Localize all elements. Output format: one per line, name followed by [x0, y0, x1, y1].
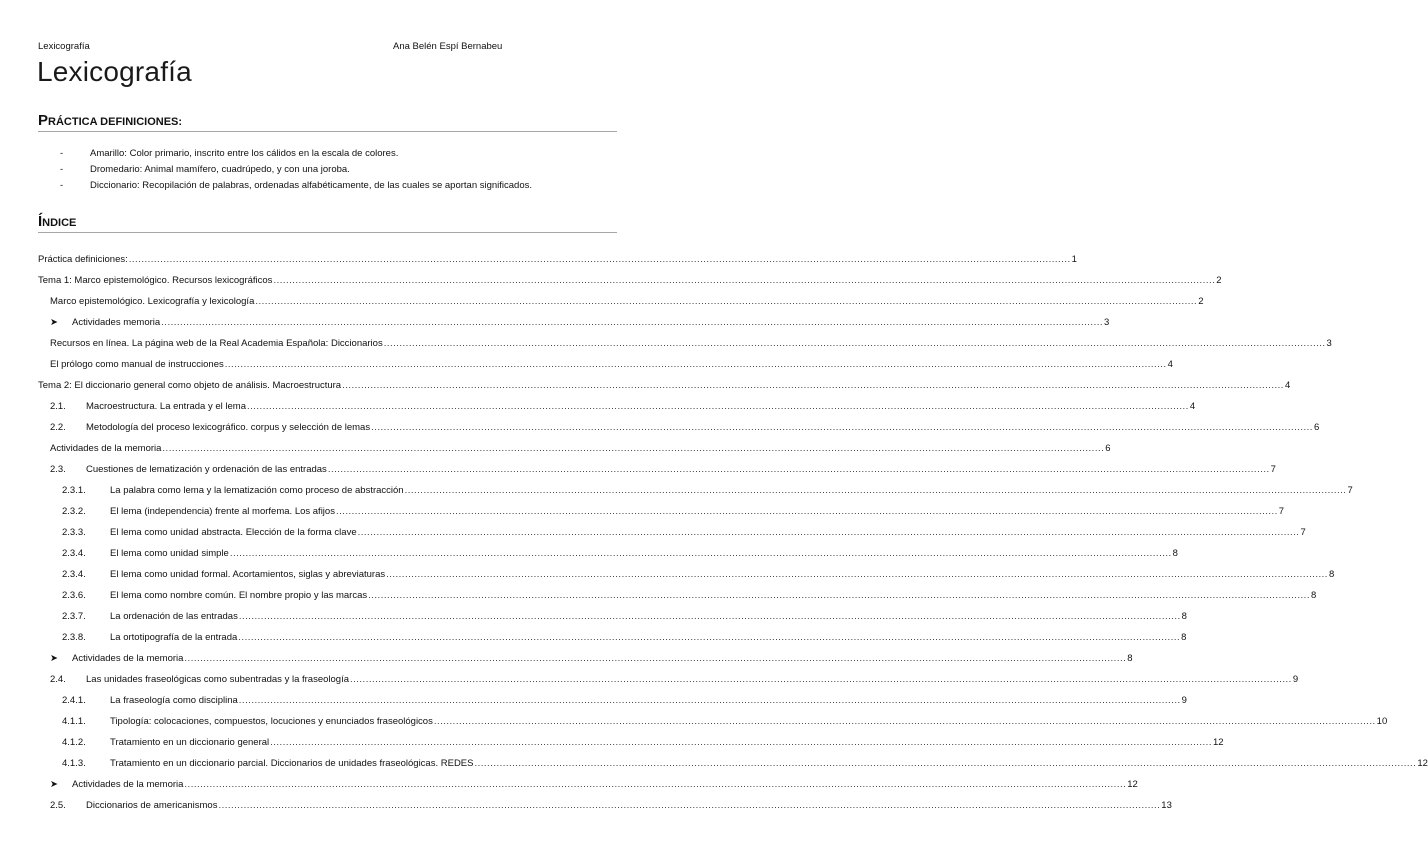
toc-entry-page: 8: [1127, 653, 1133, 664]
practica-heading-rest: RÁCTICA DEFINICIONES:: [48, 116, 183, 128]
dot-leader: ............................................................................................................................................................................................................................................................................................................: [433, 716, 1376, 727]
toc-entry-title: El lema como nombre común. El nombre propio y las marcas: [110, 590, 368, 601]
toc-entry-number: 2.4.: [50, 674, 66, 685]
toc-entry-title: El prólogo como manual de instrucciones: [50, 359, 224, 370]
toc-entry-title: La ortotipografía de la entrada: [110, 632, 238, 643]
toc-entry[interactable]: [38, 412, 1320, 433]
dot-leader: ............................................................................................................................................................................................................................................................................................................: [184, 653, 1127, 664]
table-of-contents: [38, 244, 1428, 811]
dot-leader: ............................................................................................................................................................................................................................................................................................................: [238, 632, 1181, 643]
toc-entry-number: 2.2.: [50, 422, 66, 433]
toc-entry-title: Actividades de la memoria: [72, 779, 184, 790]
definition-text: Dromedario: Animal mamífero, cuadrúpedo, y con una joroba.: [90, 164, 350, 175]
toc-entry-page: 7: [1278, 506, 1285, 517]
dot-leader: ............................................................................................................................................................................................................................................................................................................: [270, 737, 1212, 748]
toc-entry-number: 4.1.3.: [62, 758, 86, 769]
dot-leader: ............................................................................................................................................................................................................................................................................................................: [342, 380, 1284, 391]
dot-leader: ............................................................................................................................................................................................................................................................................................................: [162, 443, 1105, 454]
toc-entry-title: Actividades memoria: [72, 317, 161, 328]
toc-entry-page: 4: [1284, 380, 1291, 391]
dot-leader: ............................................................................................................................................................................................................................................................................................................: [386, 569, 1328, 580]
toc-entry[interactable]: [38, 517, 1306, 538]
dot-leader: ............................................................................................................................................................................................................................................................................................................: [404, 485, 1347, 496]
dot-leader: ............................................................................................................................................................................................................................................................................................................: [327, 464, 1270, 475]
toc-entry[interactable]: [38, 748, 1428, 769]
practica-heading: [38, 112, 617, 132]
dot-leader: ............................................................................................................................................................................................................................................................................................................: [229, 548, 1172, 559]
running-header-left: Lexicografía: [38, 41, 90, 52]
dot-leader: ............................................................................................................................................................................................................................................................................................................: [247, 401, 1189, 412]
toc-entry[interactable]: [38, 244, 1077, 265]
toc-entry-page: 7: [1300, 527, 1306, 538]
toc-entry-page: 10: [1376, 716, 1388, 727]
toc-entry[interactable]: [38, 622, 1187, 643]
toc-entry[interactable]: [38, 349, 1173, 370]
toc-entry-page: 9: [1181, 695, 1187, 706]
toc-entry-page: 3: [1326, 338, 1332, 349]
toc-entry-title: Actividades de la memoria: [50, 443, 162, 454]
toc-entry-number: 2.3.3.: [62, 527, 86, 538]
dot-leader: ............................................................................................................................................................................................................................................................................................................: [184, 779, 1127, 790]
toc-entry-title: La palabra como lema y la lematización como proceso de abstracción: [110, 485, 404, 496]
toc-entry-page: 13: [1161, 800, 1172, 811]
toc-entry-page: 12: [1127, 779, 1138, 790]
toc-entry[interactable]: [38, 391, 1196, 412]
toc-entry[interactable]: [38, 454, 1276, 475]
toc-entry[interactable]: [38, 727, 1224, 748]
toc-entry[interactable]: [38, 307, 1110, 328]
toc-entry-title: Actividades de la memoria: [72, 653, 184, 664]
toc-entry-title: Tratamiento en un diccionario general: [110, 737, 270, 748]
toc-entry-number: 2.5.: [50, 800, 66, 811]
toc-entry-number: 2.3.1.: [62, 485, 86, 496]
toc-entry-page: 2: [1216, 275, 1222, 286]
toc-entry-page: 8: [1310, 590, 1317, 601]
practica-heading-initial: P: [38, 112, 49, 129]
toc-entry[interactable]: [38, 601, 1187, 622]
dot-leader: ............................................................................................................................................................................................................................................................................................................: [238, 611, 1181, 622]
toc-entry-title: El lema como unidad formal. Acortamientos, siglas y abreviaturas: [110, 569, 386, 580]
toc-entry-page: 12: [1212, 737, 1224, 748]
toc-entry-title: Marco epistemológico. Lexicografía y lexicología: [50, 296, 255, 307]
toc-entry-number: 2.1.: [50, 401, 66, 412]
toc-entry[interactable]: [38, 664, 1299, 685]
dot-leader: ............................................................................................................................................................................................................................................................................................................: [383, 338, 1326, 349]
dot-leader: ............................................................................................................................................................................................................................................................................................................: [368, 590, 1310, 601]
toc-entry-title: Tipología: colocaciones, compuestos, locuciones y enunciados fraseológicos: [110, 716, 433, 727]
dot-leader: ............................................................................................................................................................................................................................................................................................................: [357, 527, 1300, 538]
definition-text: Amarillo: Color primario, inscrito entre los cálidos en la escala de colores.: [90, 148, 399, 159]
bullet-dash: -: [60, 180, 64, 191]
toc-entry-title: Metodología del proceso lexicográfico. corpus y selección de lemas: [86, 422, 371, 433]
toc-entry-title: El lema como unidad simple: [110, 548, 229, 559]
list-item: [60, 146, 620, 162]
dot-leader: ............................................................................................................................................................................................................................................................................................................: [273, 275, 1216, 286]
toc-entry[interactable]: [38, 706, 1388, 727]
toc-entry-title: El lema (independencia) frente al morfema. Los afijos: [110, 506, 335, 517]
arrow-bullet-icon: ➤: [50, 779, 58, 790]
toc-entry-title: Las unidades fraseológicas como subentradas y la fraseología: [86, 674, 349, 685]
toc-entry-title: Tratamiento en un diccionario parcial. Diccionarios de unidades fraseológicas. REDES: [110, 758, 474, 769]
toc-entry[interactable]: [38, 790, 1172, 811]
arrow-bullet-icon: ➤: [50, 653, 58, 664]
toc-entry[interactable]: [38, 286, 1204, 307]
definitions-list: [60, 146, 620, 194]
running-header-author: Ana Belén Espí Bernabeu: [393, 41, 503, 52]
toc-entry-page: 7: [1347, 485, 1353, 496]
toc-entry[interactable]: [38, 685, 1187, 706]
toc-entry[interactable]: [38, 265, 1222, 286]
toc-entry-title: Recursos en línea. La página web de la Real Academia Española: Diccionarios: [50, 338, 383, 349]
toc-entry[interactable]: [38, 559, 1335, 580]
toc-entry[interactable]: [38, 580, 1317, 601]
toc-entry-number: 2.3.7.: [62, 611, 86, 622]
toc-entry-page: 8: [1172, 548, 1178, 559]
toc-entry-title: Práctica definiciones:: [38, 254, 128, 265]
toc-entry-number: 2.3.6.: [62, 590, 86, 601]
toc-entry-title: Cuestiones de lematización y ordenación de las entradas: [86, 464, 327, 475]
definition-text: Diccionario: Recopilación de palabras, ordenadas alfabéticamente, de las cuales se aportan significados.: [90, 180, 533, 191]
toc-entry[interactable]: [38, 433, 1111, 454]
toc-entry-number: 2.3.4.: [62, 569, 86, 580]
toc-entry-number: 4.1.2.: [62, 737, 86, 748]
toc-entry-title: Macroestructura. La entrada y el lema: [86, 401, 246, 412]
toc-entry-number: 2.3.: [50, 464, 66, 475]
toc-entry-title: La fraseología como disciplina: [110, 695, 238, 706]
toc-entry-page: 3: [1104, 317, 1110, 328]
toc-entry-title: El lema como unidad abstracta. Elección de la forma clave: [110, 527, 357, 538]
toc-entry[interactable]: [38, 496, 1285, 517]
list-item: [60, 178, 620, 194]
toc-entry-title: Tema 1: Marco epistemológico. Recursos lexicográficos: [38, 275, 273, 286]
toc-entry-title: Diccionarios de americanismos: [86, 800, 218, 811]
toc-entry-number: 2.4.1.: [62, 695, 86, 706]
dot-leader: ............................................................................................................................................................................................................................................................................................................: [350, 674, 1292, 685]
toc-entry[interactable]: [38, 475, 1353, 496]
dot-leader: ............................................................................................................................................................................................................................................................................................................: [128, 254, 1071, 265]
indice-heading-initial: Í: [38, 213, 43, 230]
toc-entry[interactable]: [38, 370, 1291, 391]
toc-entry-page: 8: [1181, 632, 1187, 643]
document-title: Lexicografía: [37, 56, 192, 87]
toc-entry-page: 4: [1189, 401, 1196, 412]
dot-leader: ............................................................................................................................................................................................................................................................................................................: [224, 359, 1167, 370]
toc-entry[interactable]: [38, 328, 1332, 349]
dot-leader: ............................................................................................................................................................................................................................................................................................................: [161, 317, 1103, 328]
toc-entry-page: 9: [1292, 674, 1299, 685]
dot-leader: ............................................................................................................................................................................................................................................................................................................: [371, 422, 1313, 433]
indice-heading: [38, 213, 617, 233]
toc-entry[interactable]: [38, 769, 1138, 790]
toc-entry-page: 6: [1313, 422, 1320, 433]
toc-entry-page: 6: [1105, 443, 1111, 454]
toc-entry-page: 7: [1270, 464, 1276, 475]
toc-entry-number: 2.3.2.: [62, 506, 86, 517]
toc-entry-title: La ordenación de las entradas: [110, 611, 238, 622]
toc-entry-page: 8: [1328, 569, 1335, 580]
dot-leader: ............................................................................................................................................................................................................................................................................................................: [238, 695, 1181, 706]
toc-entry-title: Tema 2: El diccionario general como objeto de análisis. Macroestructura: [38, 380, 342, 391]
toc-entry-number: 2.3.4.: [62, 548, 86, 559]
toc-entry-page: 4: [1167, 359, 1173, 370]
dot-leader: ............................................................................................................................................................................................................................................................................................................: [255, 296, 1198, 307]
dot-leader: ............................................................................................................................................................................................................................................................................................................: [474, 758, 1417, 769]
toc-entry[interactable]: [38, 643, 1133, 664]
toc-entry-page: 1: [1071, 254, 1077, 265]
toc-entry[interactable]: [38, 538, 1178, 559]
arrow-bullet-icon: ➤: [50, 317, 58, 328]
dot-leader: ............................................................................................................................................................................................................................................................................................................: [335, 506, 1278, 517]
dot-leader: ............................................................................................................................................................................................................................................................................................................: [218, 800, 1161, 811]
list-item: [60, 162, 620, 178]
bullet-dash: -: [60, 164, 64, 175]
toc-entry-page: 8: [1181, 611, 1187, 622]
indice-heading-rest: NDICE: [42, 217, 77, 229]
toc-entry-page: 2: [1198, 296, 1204, 307]
bullet-dash: -: [60, 148, 64, 159]
toc-entry-page: 12: [1417, 758, 1428, 769]
toc-entry-number: 4.1.1.: [62, 716, 86, 727]
toc-entry-number: 2.3.8.: [62, 632, 86, 643]
